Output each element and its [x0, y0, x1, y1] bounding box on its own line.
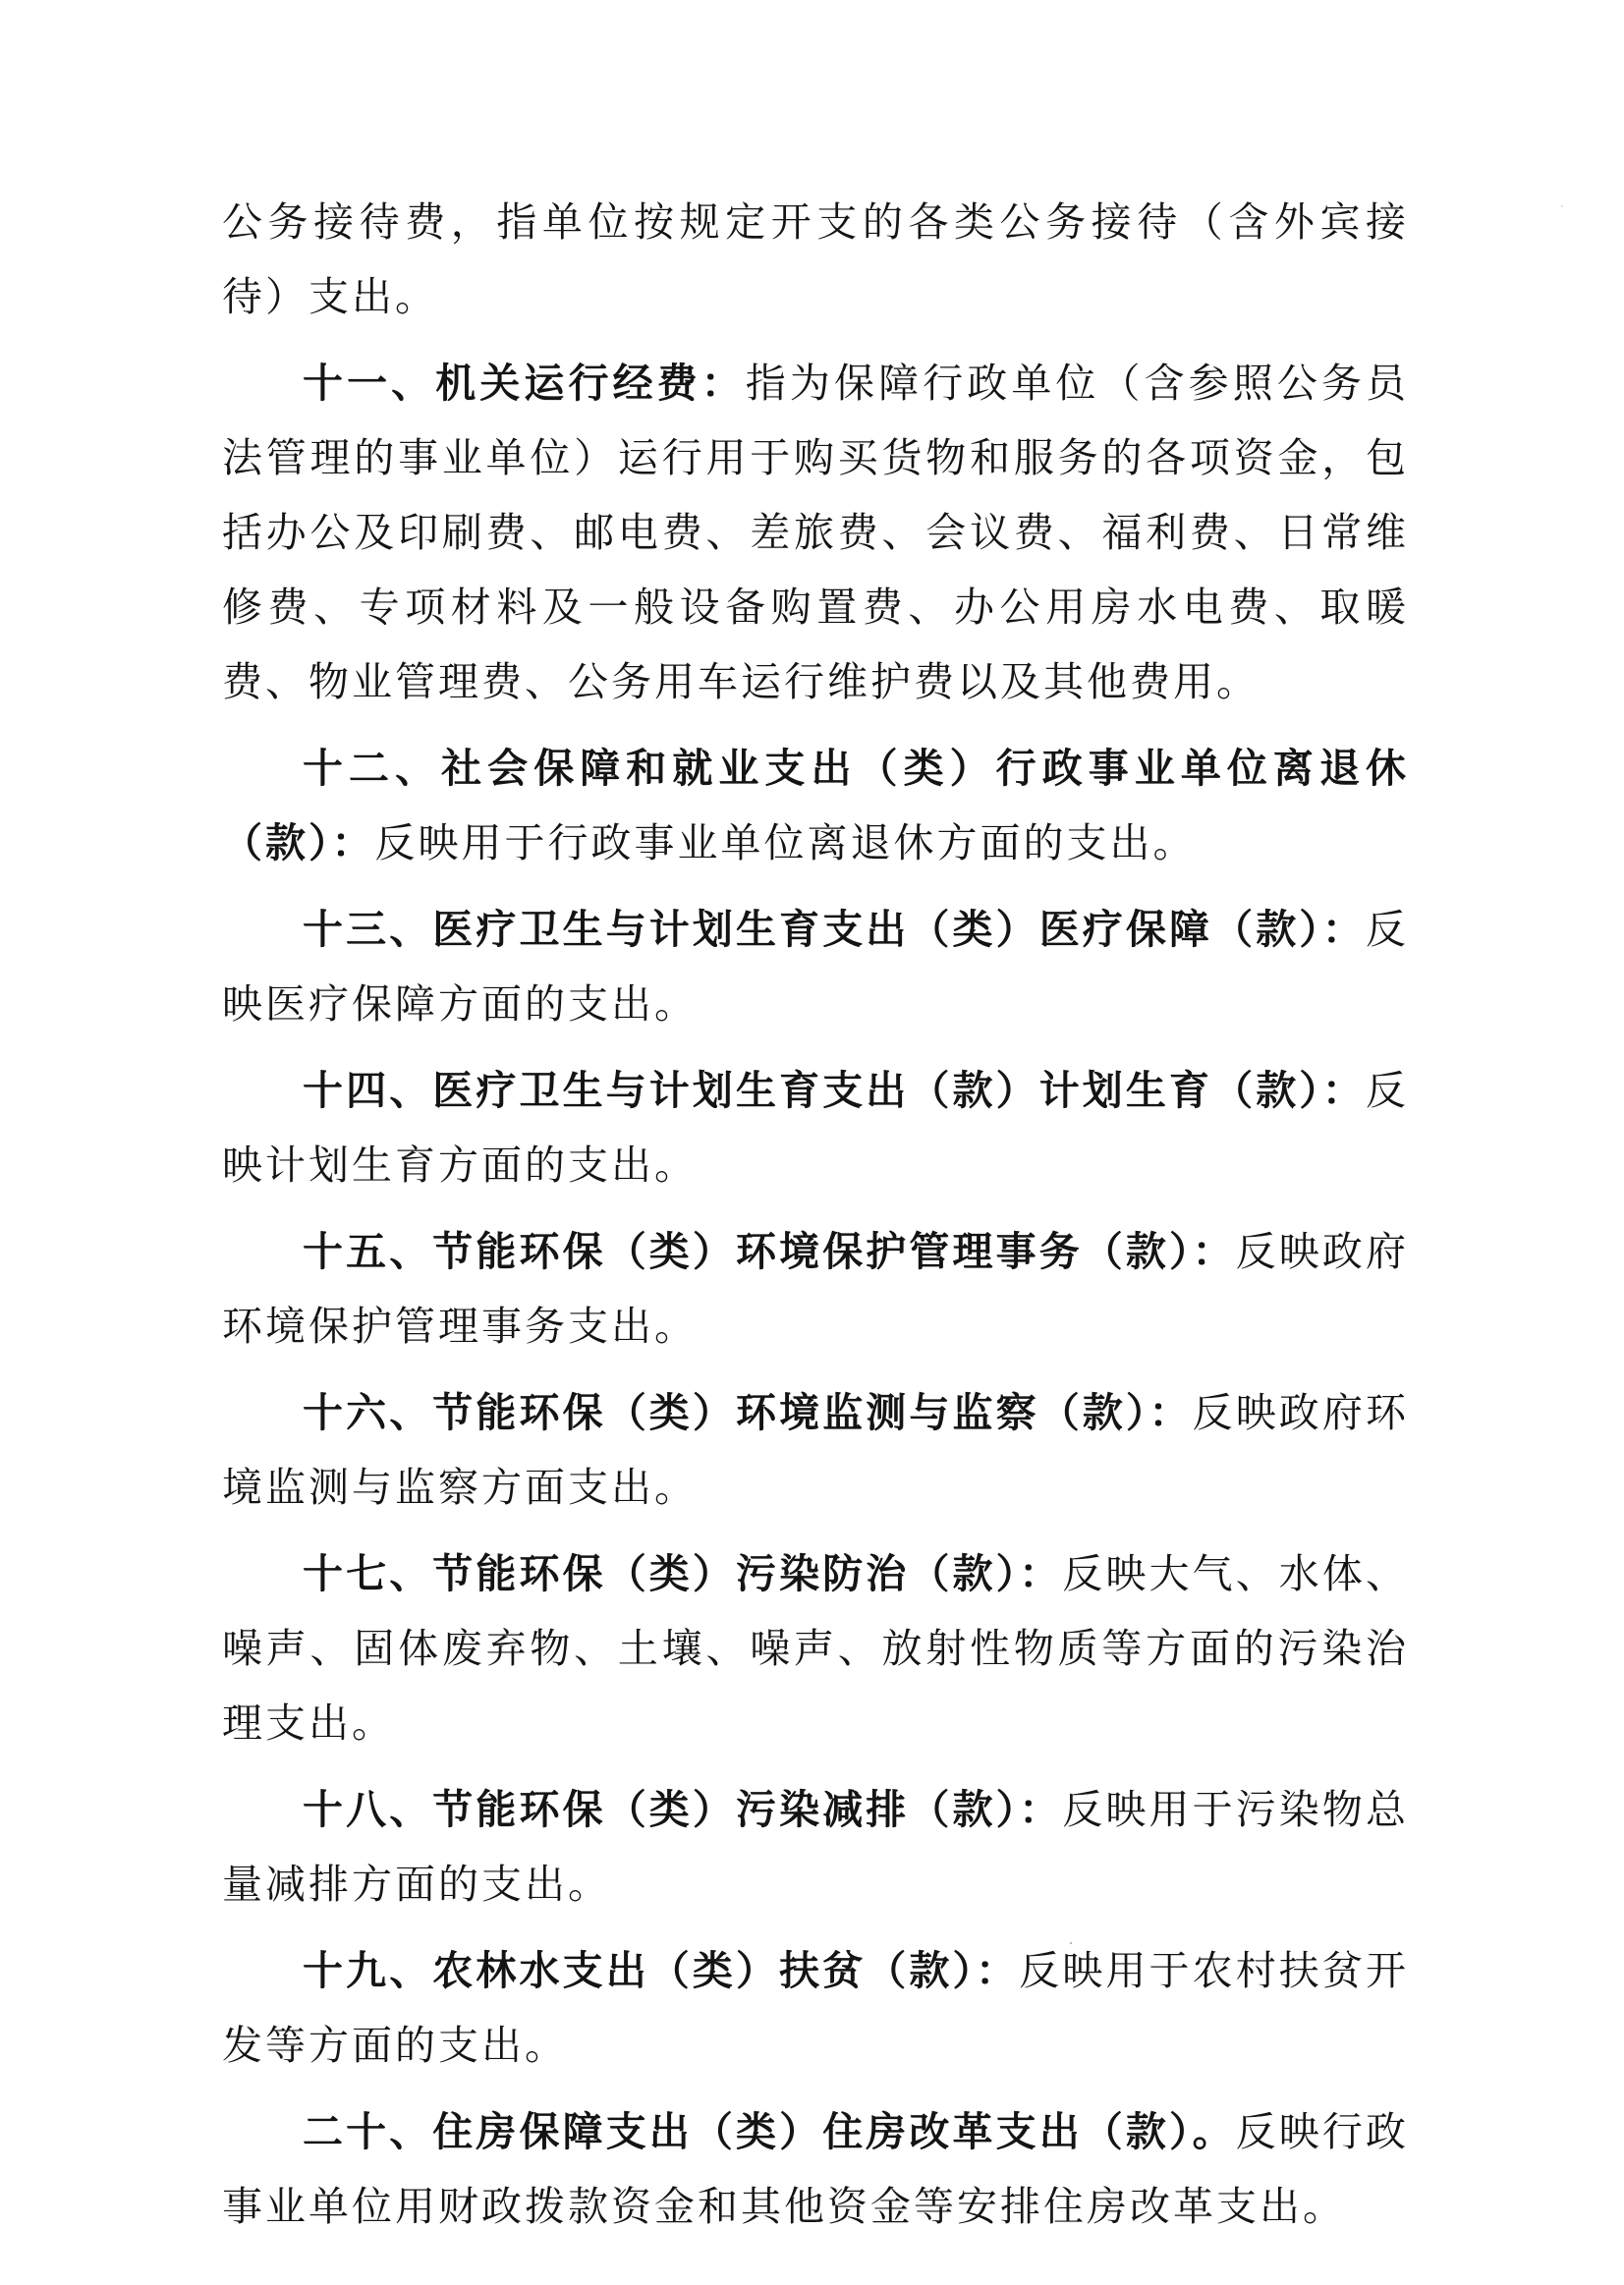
paragraph-18-emission-reduction: [222, 1772, 1409, 1922]
paragraph-heading: 十七、节能环保（类）污染防治（款）：: [303, 1550, 1063, 1597]
paragraph-hospitality-expense-continued: [222, 185, 1409, 334]
paragraph-heading: 十九、农林水支出（类）扶贫（款）：: [303, 1947, 1020, 1994]
paragraph-12-social-security: [222, 731, 1409, 880]
paragraph-text: 反映政府环境监测与监察方面支出。: [222, 1389, 1410, 1511]
paragraph-text: 指为保障行政单位（含参照公务员法管理的事业单位）运行用于购买货物和服务的各项资金，包括办公及印刷费、邮电费、差旅费、会议费、福利费、日常维修费、专项材料及一般设备购置费、办公用房水电费、取暖费、物业管理费、公务用车运行维护费以及其他费用。: [222, 360, 1410, 705]
paragraph-17-pollution-control: [222, 1536, 1409, 1760]
paragraph-text: 反映计划生育方面的支出。: [222, 1067, 1409, 1189]
paragraph-text: 反映行政事业单位用财政拨款资金和其他资金等安排住房改革支出。: [222, 2108, 1410, 2230]
paragraph-heading: 二十、住房保障支出（类）住房改革支出（款）。: [303, 2108, 1236, 2155]
scan-speck: [1561, 205, 1563, 207]
paragraph-heading: 十八、节能环保（类）污染减排（款）：: [303, 1786, 1063, 1833]
paragraph-13-medical-security: [222, 892, 1409, 1041]
paragraph-heading: 十三、医疗卫生与计划生育支出（类）医疗保障（款）：: [303, 906, 1366, 953]
paragraph-19-poverty-alleviation: [222, 1933, 1409, 2083]
paragraph-heading: 十一、机关运行经费：: [303, 360, 746, 407]
paragraph-heading: 十六、节能环保（类）环境监测与监察（款）：: [303, 1389, 1193, 1436]
paragraph-heading: 十五、节能环保（类）环境保护管理事务（款）：: [303, 1228, 1236, 1275]
paragraph-heading: 十二、社会保障和就业支出（类）行政事业单位离退休（款）：: [222, 745, 1409, 866]
paragraph-text: 反映政府环境保护管理事务支出。: [222, 1228, 1410, 1350]
paragraph-text: 反映大气、水体、噪声、固体废弃物、土壤、噪声、放射性物质等方面的污染治理支出。: [222, 1550, 1410, 1747]
paragraph-text: 反映用于污染物总量减排方面的支出。: [222, 1786, 1410, 1908]
paragraph-11-operating-expenses: [222, 346, 1409, 719]
paragraph-15-environmental-management: [222, 1214, 1409, 1364]
paragraph-text: 反映用于农村扶贫开发等方面的支出。: [222, 1947, 1410, 2069]
paragraph-heading: 十四、医疗卫生与计划生育支出（款）计划生育（款）：: [303, 1067, 1366, 1114]
document-body: [222, 185, 1409, 2256]
paragraph-16-environmental-monitoring: [222, 1375, 1409, 1525]
paragraph-14-family-planning: [222, 1053, 1409, 1202]
paragraph-text: 反映医疗保障方面的支出。: [222, 906, 1409, 1028]
paragraph-text: 公务接待费，指单位按规定开支的各类公务接待（含外宾接待）支出。: [222, 198, 1409, 320]
paragraph-20-housing-reform: [222, 2094, 1409, 2244]
paragraph-text: 反映用于行政事业单位离退休方面的支出。: [374, 819, 1197, 866]
